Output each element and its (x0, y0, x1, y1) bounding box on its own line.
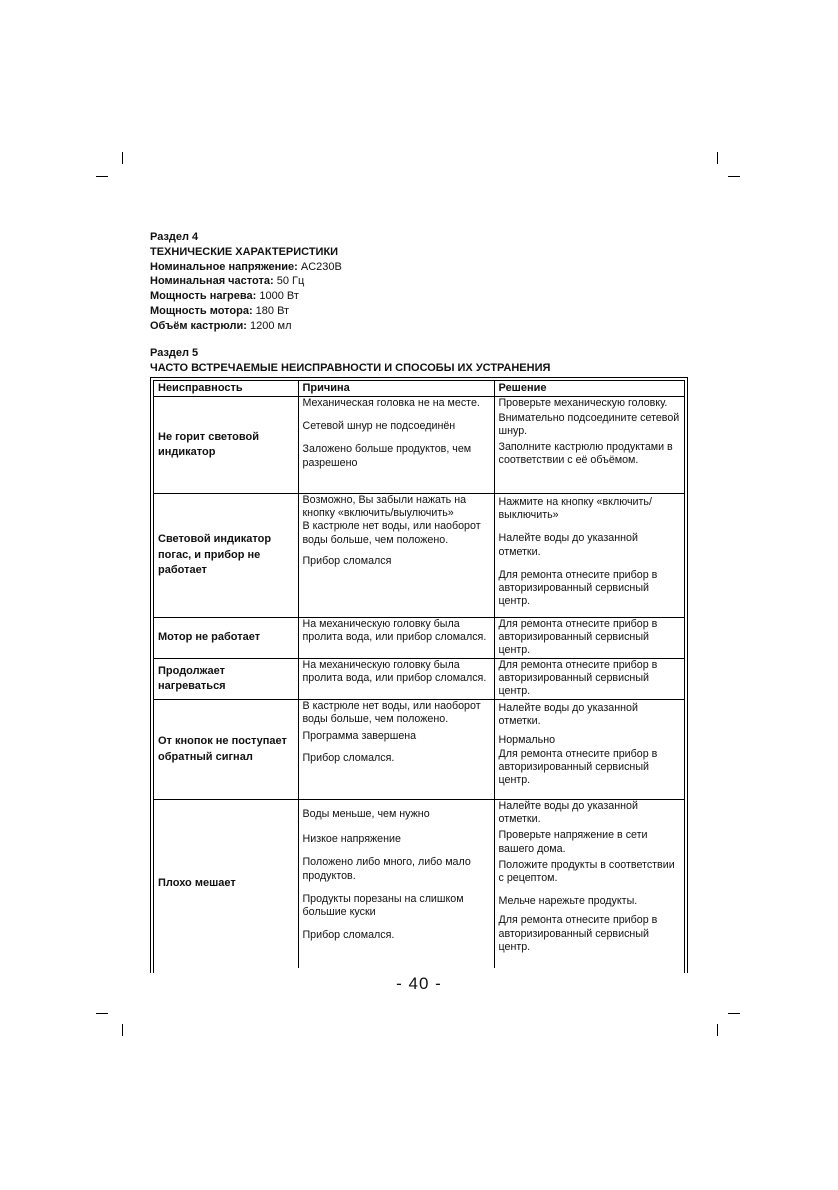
table-row (154, 659, 684, 700)
cause-cell (298, 800, 494, 968)
table-row (154, 618, 684, 659)
solution-cell (494, 800, 684, 968)
troubleshooting-table-inner (153, 380, 685, 973)
solution-cell (494, 397, 684, 494)
spec-name: Объём кастрюли: (150, 319, 247, 332)
spec-row (150, 289, 710, 304)
fault-cell: От кнопок не поступает обратный сигнал (154, 700, 298, 800)
table-row (154, 397, 684, 494)
section-title: ТЕХНИЧЕСКИЕ ХАРАКТЕРИСТИКИ (150, 245, 339, 258)
crop-mark (717, 152, 718, 164)
solution-text: Налейте воды до указанной отметки. (498, 800, 638, 826)
crop-mark (96, 1013, 108, 1014)
solution-text: Внимательно подсоедините сетевой шнур. (498, 412, 680, 438)
header-cause: Причина (298, 381, 494, 397)
cause-text: Сетевой шнур не подсоединён (302, 420, 456, 433)
cause-cell (298, 700, 494, 800)
spec-value: 50 Гц (276, 275, 305, 288)
solution-text: Налейте воды до указанной отметки. (498, 702, 638, 728)
solution-text: Для ремонта отнесите прибор в авторизированный сервисный центр. (498, 914, 658, 953)
cause-cell (298, 397, 494, 494)
spec-name: Номинальная частота: (150, 275, 274, 288)
cause-text: Прибор сломался. (302, 929, 395, 942)
cause-text: Прибор сломался. (302, 751, 395, 764)
crop-mark (728, 176, 740, 177)
solution-text: Нажмите на кнопку «включить/выключить» (498, 496, 652, 522)
solution-text: Проверьте механическую головку. (498, 397, 668, 409)
spec-value: 1200 мл (249, 319, 292, 332)
cause-text: Низкое напряжение (302, 833, 401, 846)
section-label: Раздел 4 (150, 231, 199, 243)
header-fault: Неисправность (154, 381, 298, 397)
table-header-row (154, 381, 684, 397)
cause-text: Воды меньше, чем нужно (302, 808, 430, 820)
solution-text: Заполните кастрюлю продуктами в соответствии с её объёмом. (498, 440, 673, 466)
solution-text: Для ремонта отнесите прибор в авторизированный сервисный центр. (498, 568, 658, 608)
spec-value: AC230В (300, 260, 342, 273)
cause-text: Возможно, Вы забыли нажать на кнопку «включить/выулючить» (302, 494, 467, 520)
section-5-header (150, 346, 710, 376)
crop-mark (717, 1024, 718, 1036)
fault-cell: Не горит световой индикатор (154, 397, 298, 494)
section-4 (150, 230, 710, 334)
section-label: Раздел 5 (150, 347, 199, 359)
spec-name: Мощность нагрева: (150, 290, 257, 303)
fault-cell: Световой индикатор погас, и прибор не работает (154, 494, 298, 618)
solution-text: Для ремонта отнесите прибор в авторизированный сервисный центр. (498, 747, 658, 787)
solution-text: Мельче нарежьте продукты. (498, 895, 638, 908)
spec-row (150, 260, 710, 275)
spec-row (150, 319, 710, 334)
cause-cell (298, 494, 494, 618)
solution-text: Для ремонта отнесите прибор в авторизированный сервисный центр. (498, 659, 658, 698)
table-row (154, 800, 684, 968)
solution-text: Проверьте напряжение в сети вашего дома. (498, 829, 648, 855)
solution-cell (494, 618, 684, 659)
spec-name: Мощность мотора: (150, 304, 253, 317)
cause-text: Программа завершена (302, 730, 417, 743)
section-title: ЧАСТО ВСТРЕЧАЕМЫЕ НЕИСПРАВНОСТИ И СПОСОБЫ ИХ УСТРАНЕНИЯ (150, 361, 551, 374)
spec-row (150, 304, 710, 319)
header-solution: Решение (494, 381, 684, 397)
spec-list (150, 260, 710, 334)
table-row (154, 700, 684, 800)
troubleshooting-table-frame (150, 377, 688, 973)
cause-text: Заложено больше продуктов, чем разрешено (302, 443, 472, 469)
crop-mark (122, 1024, 123, 1036)
cause-text: Прибор сломался (302, 554, 392, 567)
troubleshooting-table (154, 381, 684, 968)
cause-cell (298, 659, 494, 700)
cause-text: Механическая головка не на месте. (302, 397, 480, 409)
cause-text: В кастрюле нет воды, или наоборот воды больше, чем положено. (302, 520, 481, 546)
crop-mark (96, 176, 108, 177)
spec-value: 1000 Вт (259, 290, 299, 303)
spec-name: Номинальное напряжение: (150, 260, 298, 273)
table-row (154, 494, 684, 618)
crop-mark (122, 152, 123, 164)
cause-text: В кастрюле нет воды, или наоборот воды больше, чем положено. (302, 700, 481, 726)
crop-mark (728, 1013, 740, 1014)
solution-text: Нормально (498, 734, 556, 747)
cause-text: На механическую головку была пролита вода, или прибор сломался. (302, 659, 487, 685)
fault-cell: Плохо мешает (154, 800, 298, 968)
cause-text: На механическую головку была пролита вода, или прибор сломался. (302, 618, 487, 644)
cause-cell (298, 618, 494, 659)
fault-cell: Продолжает нагреваться (154, 659, 298, 700)
cause-text: Продукты порезаны на слишком большие куски (302, 892, 464, 919)
page-number: - 40 - (396, 974, 442, 993)
spec-row (150, 274, 710, 289)
solution-cell (494, 494, 684, 618)
fault-cell: Мотор не работает (154, 618, 298, 659)
solution-cell (494, 659, 684, 700)
solution-cell (494, 700, 684, 800)
solution-text: Налейте воды до указанной отметки. (498, 532, 638, 558)
spec-value: 180 Вт (255, 304, 290, 317)
cause-text: Положено либо много, либо мало продуктов. (302, 856, 471, 882)
solution-text: Для ремонта отнесите прибор в авторизированный сервисный центр. (498, 618, 658, 657)
solution-text: Положите продукты в соответствии с рецептом. (498, 858, 675, 885)
